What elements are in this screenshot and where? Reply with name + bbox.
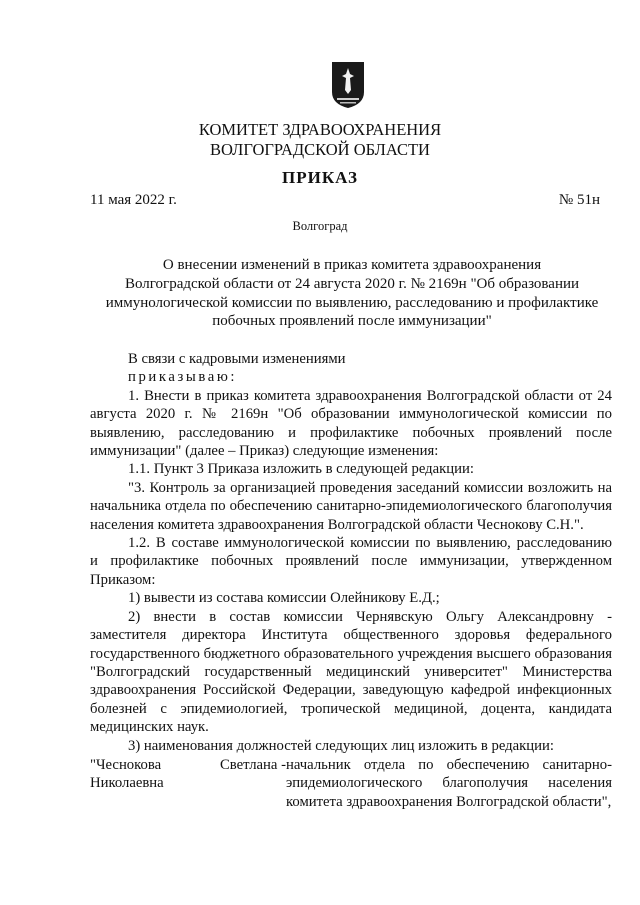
paragraph-1-1: 1.1. Пункт 3 Приказа изложить в следующей редакции:	[128, 461, 474, 478]
order-word: приказываю:	[128, 369, 238, 386]
subject-line: побочных проявлений после иммунизации"	[212, 313, 492, 330]
document-body	[90, 350, 612, 811]
person-first-name: Светлана -	[219, 756, 286, 773]
org-line-2: ВОЛГОГРАДСКОЙ ОБЛАСТИ	[210, 140, 430, 159]
document-date: 11 мая 2022 г.	[90, 192, 177, 208]
document-subject	[86, 256, 618, 331]
person-patronymic: Николаевна	[90, 775, 164, 792]
person-name-cell	[90, 756, 286, 811]
organization-name	[0, 120, 640, 160]
subject-line: Волгоградской области от 24 августа 2020 г. № 2169н "Об образовании	[124, 275, 580, 292]
position-table	[90, 756, 612, 811]
subject-line: иммунологической комиссии по выявлению, расследованию и профилактике	[105, 294, 599, 311]
document-city: Волгоград	[292, 219, 348, 233]
list-item-1: 1) вывести из состава комиссии Олейникову Е.Д.;	[128, 590, 440, 607]
org-line-1: КОМИТЕТ ЗДРАВООХРАНЕНИЯ	[198, 120, 442, 139]
document-number: № 51н	[558, 192, 600, 208]
person-position-cell: начальник отдела по обеспечению санитарно-эпидемиологического благополучия населения комитета здравоохранения Волгоградской области",	[286, 756, 612, 810]
list-item-2: 2) внести в состав комиссии Чернявскую Ольгу Александровну - заместителя директора Института общественного здоровья федерального государственного бюджетного образовательного учреждения высшего образования "Волгоградский государственный медицинский университет" Министерства здравоохранения Российской Федерации, заведующую кафедрой инфекционных болезней с эпидемиологией, тропической медициной, доцента, кандидата медицинских наук.	[90, 608, 612, 736]
intro-paragraph: В связи с кадровыми изменениями	[128, 351, 346, 367]
person-surname: "Чеснокова	[90, 756, 162, 773]
coat-of-arms-icon	[330, 60, 366, 110]
subject-line: О внесении изменений в приказ комитета здравоохранения	[162, 257, 542, 273]
list-item-3: 3) наименования должностей следующих лиц изложить в редакции:	[128, 737, 554, 754]
document-type: ПРИКАЗ	[282, 168, 358, 187]
paragraph-1-2: 1.2. В составе иммунологической комиссии по выявлению, расследованию и профилактике побочных проявлений после иммунизации, утвержденном Приказом:	[90, 535, 612, 588]
paragraph-1-1-text: "3. Контроль за организацией проведения заседаний комиссии возложить на начальника отдела по обеспечению санитарно-эпидемиологического благополучия населения комитета здравоохранения Волгоградской области Чеснокову С.Н.".	[90, 479, 612, 533]
paragraph-1: 1. Внести в приказ комитета здравоохранения Волгоградской области от 24 августа 2020 г. № 2169н "Об образовании иммунологической комиссии по выявлению, расследованию и профилактике побочных проявлений после иммунизации" (далее – Приказ) следующие изменения:	[90, 387, 612, 460]
